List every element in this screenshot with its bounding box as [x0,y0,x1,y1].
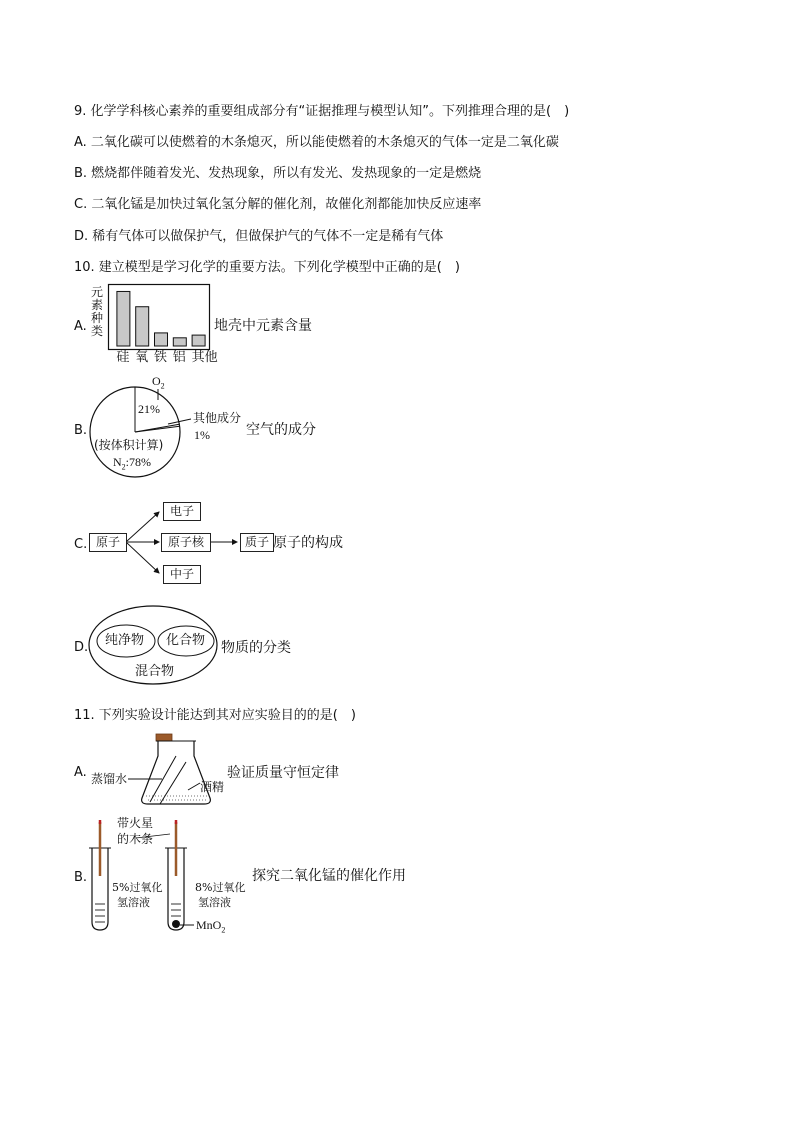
q11-option-b-letter: B. [74,870,88,885]
q11b-right-sol-line1: 8%过氧化 [195,881,246,894]
q10-option-d-letter: D. [74,640,89,655]
q11-option-b-caption: 探究二氧化锰的催化作用 [252,868,406,884]
q10b-basis: (按体积计算) [94,438,164,452]
q10a-ylabel-char: 元 [90,285,103,299]
q11b-splint-line1: 带火星 [117,816,154,830]
q10a-ylabel-char: 素 [90,298,103,312]
q10-option-d-caption: 物质的分类 [221,640,291,656]
right-liquid [171,904,181,916]
q9-option-b: B. 燃烧都伴随着发光、发热现象，所以有发光、发热现象的一定是燃烧 [74,166,482,181]
q10c-electron-box: 电子 [163,502,201,521]
q10b-other-pct: 1% [194,428,210,442]
q10b-other-label: 其他成分 [193,411,242,425]
x-tick-label: 氧 [135,350,149,365]
q9-option-c: C. 二氧化锰是加快过氧化氢分解的催化剂，故催化剂都能加快反应速率 [74,197,482,212]
mno2-powder [172,920,180,928]
q11b-left-sol-line1: 5%过氧化 [112,881,163,894]
q11b-splint-line2: 的木条 [117,832,154,846]
x-tick-label: 其他 [191,350,218,365]
q11b-mno2-label: MnO$_2$ [196,918,226,935]
q11-stem: 11. 下列实验设计能达到其对应实验目的的是( ) [74,708,356,723]
left-liquid [95,904,105,922]
q9-option-d: D. 稀有气体可以做保护气，但做保护气的气体不一定是稀有气体 [74,229,444,244]
q11b-right-sol-line2: 氢溶液 [198,896,231,909]
arrow-to-neutron [127,543,159,573]
x-tick-label: 铁 [154,350,168,365]
q9-stem: 9. 化学学科核心素养的重要组成部分有“证据推理与模型认知”。下列推理合理的是( ) [74,104,570,119]
q10b-o2-label: $O_2$ [152,374,165,391]
q11a-alcohol-label: 酒精 [200,780,225,794]
x-tick-label: 铝 [172,350,186,365]
q10d-pure-label: 纯净物 [105,633,145,648]
q11b-left-sol-line2: 氢溶液 [117,896,150,909]
q10-option-c-caption: 原子的构成 [273,535,343,551]
q10a-ylabel-char: 类 [90,324,103,338]
q11-option-a-letter: A. [74,765,87,780]
q10-option-a-letter: A. [74,319,87,334]
q10-stem: 10. 建立模型是学习化学的重要方法。下列化学模型中正确的是( ) [74,260,460,275]
q11a-water-label: 蒸馏水 [91,772,128,786]
q10c-nucleus-box: 原子核 [161,533,211,552]
q10c-proton-box: 质子 [240,533,274,552]
q10-option-b-letter: B. [74,423,88,438]
q10-option-b-caption: 空气的成分 [246,422,316,438]
q11-option-a-caption: 验证质量守恒定律 [227,765,339,781]
q10d-mixture-label: 混合物 [135,664,175,679]
q10c-atom-box: 原子 [89,533,127,552]
q9-option-a: A. 二氧化碳可以使燃着的木条熄灭，所以能使燃着的木条熄灭的气体一定是二氧化碳 [74,135,559,150]
q10-option-a-caption: 地壳中元素含量 [214,318,312,334]
arrow-to-electron [127,512,159,541]
q11b-test-tubes [86,818,256,936]
stopper [156,734,172,741]
q10a-ylabel-char: 种 [90,311,103,325]
alcohol-leader [188,783,200,790]
q10-option-c-letter: C. [74,537,88,552]
q10b-n2-label: $N_2:78\%$ [113,455,152,472]
q10b-o2-pct: 21% [138,402,160,416]
q10c-neutron-box: 中子 [163,565,201,584]
x-tick-label: 硅 [116,350,130,365]
q10d-compound-label: 化合物 [166,633,206,648]
